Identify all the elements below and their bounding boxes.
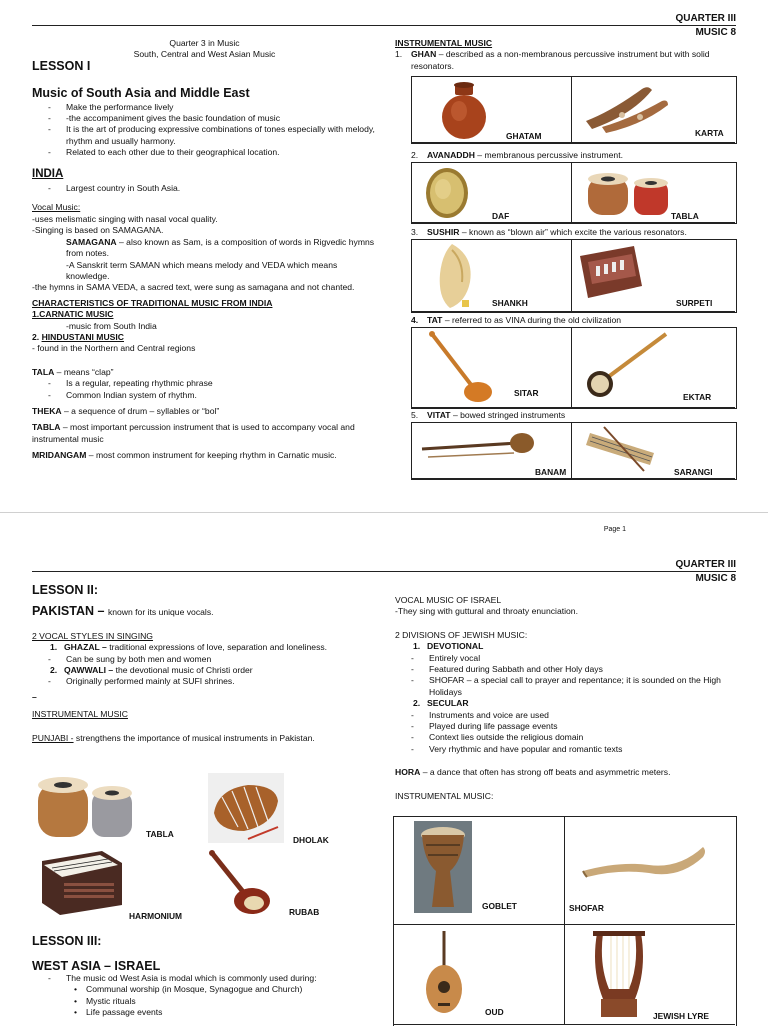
label-shofar: SHOFAR (569, 903, 604, 913)
definition: traditional expressions of love, separation and loneliness. (106, 642, 328, 653)
definition: – membranous percussive instrument. (474, 150, 623, 160)
definition: – most common instrument for keeping rhythm in Carnatic music. (86, 450, 337, 461)
definition: – referred to as VINA during the old civilization (442, 315, 622, 325)
label-tabla: TABLA (671, 211, 699, 221)
israel-vocal-desc: -They sing with guttural and throaty enunciation. (395, 606, 578, 617)
header-rule (32, 25, 736, 26)
qawwali-item: 2. QAWWALI – the devotional music of Christi order (50, 665, 253, 676)
list-item: - Largest country in South Asia. (66, 183, 377, 194)
list-item: • Communal worship (in Mosque, Synagogue and Church) (86, 984, 377, 995)
vocal-music-heading: Vocal Music: (32, 202, 81, 213)
list-item: - It is the art of producing expressive combinations of tones especially with melody, rhythm and usually harmony. (66, 124, 377, 147)
list-item: - Instruments and voice are used (429, 710, 740, 721)
label-daf: DAF (492, 211, 510, 221)
qawwali-list (32, 676, 377, 687)
label-harmonium: HARMONIUM (129, 911, 183, 921)
hymns-line: -the hymns in SAMA VEDA, a sacred text, were sung as samagana and not chanted. (32, 282, 355, 293)
shofar-image (579, 841, 709, 881)
definition: – means “clap” (54, 366, 114, 377)
surpeti-image (576, 242, 646, 302)
west-asia-heading: WEST ASIA – ISRAEL (32, 959, 161, 974)
israel-vocal-heading: VOCAL MUSIC OF ISRAEL (395, 595, 502, 605)
punjabi-def (32, 733, 377, 744)
hora-def (395, 767, 740, 778)
term: HINDUSTANI MUSIC (41, 331, 124, 342)
list-item: • Life passage events (86, 1007, 377, 1018)
definition: – a dance that often has strong off beats and asymmetric meters. (420, 767, 671, 778)
list-item: - -the accompaniment gives the basic foundation of music (66, 113, 377, 124)
number: 2. (32, 331, 42, 342)
category-vitat (411, 410, 741, 421)
term: AVANADDH (427, 150, 475, 160)
shankh-image (430, 242, 480, 310)
term: HORA (395, 767, 421, 778)
jewish-lyre-image (589, 929, 649, 1021)
tala-def (32, 367, 377, 378)
banam-image (418, 429, 538, 469)
cell-ektar (572, 328, 735, 408)
doc-title-1: Quarter 3 in Music (169, 38, 240, 48)
cell-sarangi (572, 423, 735, 479)
list-item: - Entirely vocal (429, 653, 740, 664)
term: GHAN (411, 49, 437, 60)
list-item: - Featured during Sabbath and other Holy days (429, 664, 740, 675)
label-ektar: EKTAR (683, 392, 712, 402)
pakistan-heading (32, 606, 377, 618)
ghazal-item: 1. GHAZAL – traditional expressions of love, separation and loneliness. (50, 642, 328, 653)
vocal-line: -uses melismatic singing with nasal vocal quality. (32, 213, 218, 224)
vocal-styles-heading: 2 VOCAL STYLES IN SINGING (32, 630, 153, 641)
oud-image (422, 929, 466, 1019)
header-rule (32, 571, 736, 572)
lesson3-column (32, 936, 377, 1018)
label-sitar: SITAR (514, 388, 539, 398)
label-jewish-lyre: JEWISH LYRE (653, 1011, 710, 1021)
lesson3-heading: LESSON III: (32, 934, 102, 948)
number: 2. (411, 150, 419, 160)
pk-instrumental-heading: INSTRUMENTAL MUSIC (32, 709, 128, 720)
india-list (32, 183, 377, 194)
list-item: - Make the performance lively (66, 102, 377, 113)
instrumental-heading: INSTRUMENTAL MUSIC (395, 38, 493, 48)
israel-instrument-grid (393, 816, 737, 1026)
term: SECULAR (427, 698, 469, 709)
term: TAT (427, 315, 443, 325)
karta-image (582, 81, 672, 133)
term: QAWWALI – (64, 665, 114, 676)
cell-surpeti (572, 240, 735, 312)
west-asia-sublist (32, 984, 377, 1018)
tabla-image (36, 773, 136, 841)
intro-list (32, 102, 377, 159)
definition: – known as “blown air” which excite the various resonators. (459, 227, 687, 237)
page-header (675, 558, 736, 571)
list-item: - Can be sung by both men and women (66, 654, 377, 665)
term: PUNJABI - (32, 732, 74, 743)
quarter-label: QUARTER III (675, 13, 736, 24)
carnatic-heading: 1.CARNATIC MUSIC (32, 309, 114, 320)
label-ghatam: GHATAM (506, 131, 542, 141)
tala-list (32, 378, 377, 401)
label-shankh: SHANKH (492, 298, 528, 308)
subject-label: MUSIC 8 (695, 573, 736, 584)
secular-list (395, 710, 740, 756)
harmonium-image (38, 849, 124, 917)
dholak-image (208, 773, 284, 843)
label-sarangi: SARANGI (674, 467, 713, 477)
category-avanaddh (411, 150, 741, 161)
israel-instrumental-heading: INSTRUMENTAL MUSIC: (395, 790, 494, 801)
label-karta: KARTA (695, 128, 724, 138)
hindustani-desc: - found in the Northern and Central regions (32, 343, 196, 354)
ghazal-list (32, 654, 377, 665)
number: 1. (395, 49, 403, 60)
tabla-def (32, 422, 377, 445)
term: THEKA (32, 405, 62, 416)
stray-dash: – (32, 691, 37, 702)
term: SAMAGANA (66, 236, 117, 247)
section-title: Music of South Asia and Middle East (32, 86, 250, 101)
category-ghan (395, 49, 740, 72)
list-item: - Context lies outside the religious domain (429, 732, 740, 743)
vocal-line: -Singing is based on SAMAGANA. (32, 225, 164, 236)
number: 4. (411, 315, 419, 325)
category-tat (411, 315, 741, 326)
vitat-grid (411, 422, 737, 480)
list-item: - Is a regular, repeating rhythmic phrase (66, 378, 377, 389)
india-heading: INDIA (32, 167, 64, 180)
cell-shankh (412, 240, 572, 312)
theka-def (32, 406, 377, 417)
lesson-heading: LESSON I (32, 58, 91, 73)
term: TABLA (32, 422, 61, 433)
rubab-image (206, 849, 276, 919)
page-header (675, 12, 736, 25)
hindustani-heading (32, 332, 377, 343)
lesson2-column (32, 585, 377, 744)
definition: – a sequence of drum – syllables or “bol” (61, 405, 220, 416)
divisions-heading: 2 DIVISIONS OF JEWISH MUSIC: (395, 629, 528, 640)
goblet-image (414, 821, 472, 913)
cell-banam (412, 423, 572, 479)
devotional-list (395, 653, 740, 699)
label-banam: BANAM (535, 467, 567, 477)
sitar-image (426, 330, 496, 404)
lesson1-column (32, 38, 377, 462)
quarter-label: QUARTER III (675, 559, 736, 570)
cell-karta (572, 77, 735, 143)
term: TALA (32, 366, 55, 377)
cell-oud (394, 925, 565, 1025)
list-item: - SHOFAR – a special call to prayer and repentance; it is sounded on the High Holidays (429, 675, 740, 698)
list-item: - The music od West Asia is modal which is commonly used during: (66, 973, 377, 984)
definition: known for its unique vocals. (107, 607, 214, 618)
label-surpeti: SURPETI (676, 298, 713, 308)
tat-grid (411, 327, 737, 409)
daf-image (424, 167, 470, 219)
cell-sitar (412, 328, 572, 408)
cell-tabla (572, 163, 735, 223)
definition: strengthens the importance of musical instruments in Pakistan. (73, 732, 315, 743)
subject-label-wrap (695, 572, 736, 585)
label-dholak: DHOLAK (293, 835, 329, 845)
west-asia-list (32, 973, 377, 984)
cell-goblet (394, 817, 565, 925)
instrumental-column (395, 38, 740, 72)
sarangi-image (584, 425, 664, 473)
ektar-image (582, 330, 672, 400)
sushir-grid (411, 239, 737, 313)
number: 3. (411, 227, 419, 237)
devotional-item: 1. DEVOTIONAL (413, 641, 484, 652)
ghatam-image (440, 79, 488, 141)
definition: the devotional music of Christi order (113, 665, 253, 676)
list-item: - Originally performed mainly at SUFI shrines. (66, 676, 377, 687)
page-number: Page 1 (603, 526, 626, 533)
list-item: - Common Indian system of rhythm. (66, 390, 377, 401)
list-item: • Mystic rituals (86, 996, 377, 1007)
label-oud: OUD (485, 1007, 504, 1017)
carnatic-desc: -music from South India (66, 320, 157, 331)
characteristics-heading: CHARACTERISTICS OF TRADITIONAL MUSIC FROM INDIA (32, 297, 273, 308)
label-rubab: RUBAB (289, 907, 320, 917)
samagana-def (32, 237, 377, 260)
tabla-image (584, 167, 674, 219)
secular-item: 2. SECULAR (413, 698, 469, 709)
definition: – described as a non-membranous percussive instrument but with solid resonators. (411, 49, 710, 71)
definition: – most important percussion instrument that is used to accompany vocal and instrumental music (32, 422, 355, 444)
avanaddh-grid (411, 162, 737, 224)
ghan-grid (411, 76, 737, 144)
israel-column (395, 595, 740, 802)
definition: – bowed stringed instruments (450, 410, 566, 420)
doc-title-2: South, Central and West Asian Music (133, 49, 276, 60)
subject-label: MUSIC 8 (695, 27, 736, 38)
list-item: - Related to each other due to their geographical location. (66, 147, 377, 158)
cell-daf (412, 163, 572, 223)
mridangam-def (32, 450, 377, 461)
label-goblet: GOBLET (482, 901, 517, 911)
lesson2-heading: LESSON II: (32, 583, 98, 597)
list-item: - Very rhythmic and have popular and romantic texts (429, 744, 740, 755)
term: PAKISTAN – (32, 604, 108, 619)
cell-ghatam (412, 77, 572, 143)
term: VITAT (427, 410, 451, 420)
list-item: - Played during life passage events (429, 721, 740, 732)
cell-shofar (565, 817, 735, 925)
term: MRIDANGAM (32, 450, 87, 461)
category-sushir (411, 227, 741, 238)
term: GHAZAL – (64, 642, 107, 653)
sanskrit-note: -A Sanskrit term SAMAN which means melody and VEDA which means knowledge. (66, 259, 338, 281)
term: SUSHIR (427, 227, 460, 237)
definition: – also known as Sam, is a composition of words in Rigvedic hymns from notes. (66, 236, 375, 259)
cell-jewish-lyre (565, 925, 735, 1025)
page-2 (0, 512, 768, 1025)
term: DEVOTIONAL (427, 641, 484, 652)
number: 5. (411, 410, 419, 420)
label-tabla: TABLA (146, 829, 174, 839)
